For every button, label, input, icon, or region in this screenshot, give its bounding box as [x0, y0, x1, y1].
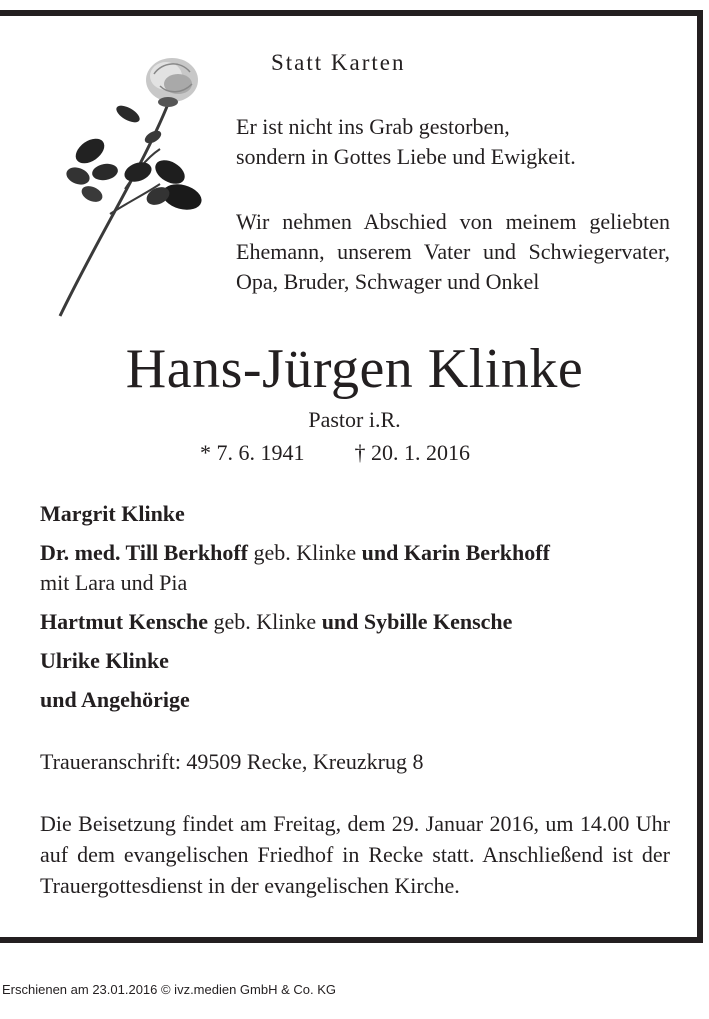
mourner-children: mit Lara und Pia — [40, 570, 188, 595]
obituary-card — [0, 10, 703, 943]
mourner-name: Hartmut Kensche — [40, 609, 209, 634]
mourner-name: Ulrike Klinke — [40, 648, 169, 673]
statt-karten-heading: Statt Karten — [271, 50, 406, 75]
deceased-title: Pastor i.R. — [308, 407, 401, 432]
mourner-name: Dr. med. Till Berkhoff — [40, 540, 249, 565]
mourner-partner: und Sybille Kensche — [321, 609, 513, 634]
mourner-note: geb. Klinke — [208, 609, 322, 634]
publication-footer: Erschienen am 23.01.2016 © ivz.medien GmbH & Co. KG — [2, 982, 337, 997]
mourning-address: Traueranschrift: 49509 Recke, Kreuzkrug 8 — [40, 749, 424, 774]
verse-line-2: sondern in Gottes Liebe und Ewigkeit. — [236, 143, 576, 169]
verse-quote — [236, 112, 670, 171]
intro-text: Wir nehmen Abschied von meinem geliebten Ehemann, unserem Vater und Schwiegervater, Opa, Bruder, Schwager und Onkel — [236, 209, 670, 294]
mourner-row — [40, 499, 670, 529]
birth-date: * 7. 6. 1941 — [200, 440, 305, 465]
mourner-row — [40, 685, 670, 715]
rose-illustration — [50, 54, 220, 322]
funeral-notice: Die Beisetzung findet am Freitag, dem 29. Januar 2016, um 14.00 Uhr auf dem evangelischen Friedhof in Recke statt. Anschließend ist der Trauergottesdienst in der evangelischen Kirche. — [40, 811, 670, 898]
deceased-name: Hans-Jürgen Klinke — [125, 338, 584, 400]
mourner-row — [40, 646, 670, 676]
mourner-name: Margrit Klinke — [40, 501, 185, 526]
mourners-list — [40, 499, 670, 715]
mourner-row — [40, 538, 670, 598]
life-dates — [200, 440, 470, 466]
death-date: † 20. 1. 2016 — [354, 440, 470, 465]
mourner-name: und Angehörige — [40, 687, 190, 712]
mourner-note: geb. Klinke — [248, 540, 362, 565]
verse-line-1: Er ist nicht ins Grab gestorben, — [236, 114, 510, 139]
mourner-row — [40, 607, 670, 637]
mourner-partner: und Karin Berkhoff — [361, 540, 550, 565]
